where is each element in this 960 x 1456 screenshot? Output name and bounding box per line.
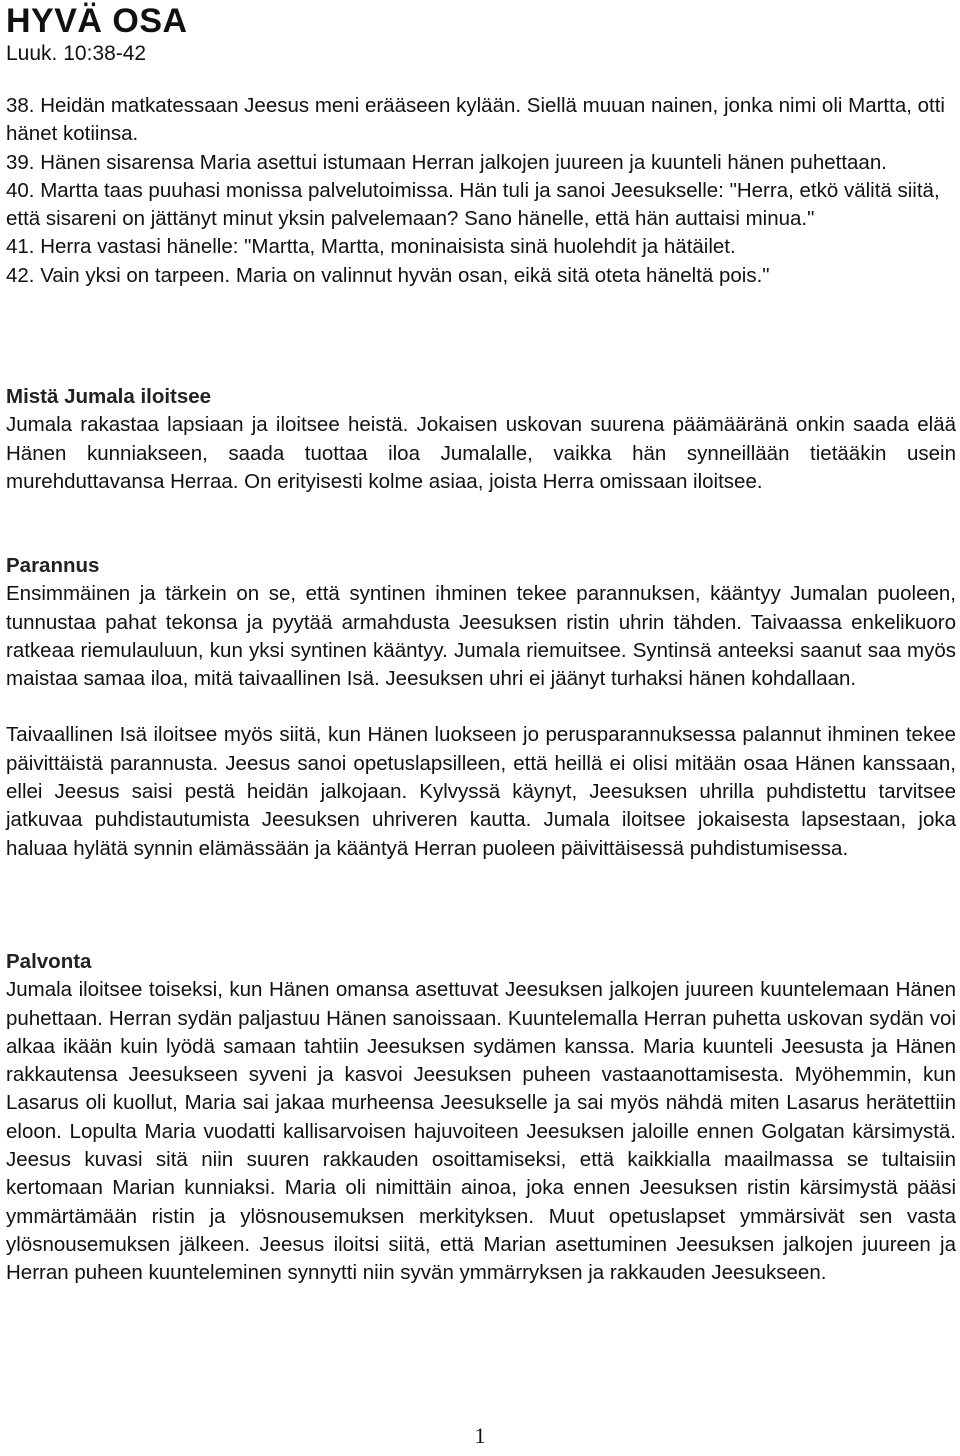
verse-39: 39. Hänen sisarensa Maria asettui istumaan Herran jalkojen juureen ja kuunteli hänen puhettaan. bbox=[6, 150, 887, 174]
page-number: 1 bbox=[474, 1423, 486, 1448]
document-title: HYVÄ OSA bbox=[6, 2, 188, 40]
scripture-reference: Luuk. 10:38-42 bbox=[6, 42, 147, 65]
verse-40: 40. Martta taas puuhasi monissa palvelutoimissa. Hän tuli ja sanoi Jeesukselle: "Herra, etkö välitä siitä, että sisareni on jättänyt minut yksin palvelemaan? Sano hänelle, että hän auttaisi minua." bbox=[6, 178, 940, 231]
section-text-repentance-2: Taivaallinen Isä iloitsee myös siitä, kun Hänen luokseen jo perusparannuksessa palannut ihminen tekee päivittäistä parannusta. Jeesus sanoi opetuslapsilleen, että heillä ei olisi mitään osaa Hänen kanssaan, ellei Jeesus saisi pestä heidän jalkojaan. Kylvyssä käynyt, Jeesuksen uhrilla puhdistettu tarvitsee jatkuvaa puhdistautumista Jeesuksen uhriveren kautta. Jumala iloitsee jokaisesta lapsestaan, joka haluaa hylätä synnin elämässään ja kääntyä Herran puoleen päivittäisessä puhdistumisessa. bbox=[6, 723, 956, 860]
section-worship bbox=[6, 948, 956, 1288]
section-heading-worship: Palvonta bbox=[6, 950, 92, 973]
section-repentance bbox=[6, 552, 956, 863]
verse-38: 38. Heidän matkatessaan Jeesus meni erääseen kylään. Siellä muuan nainen, jonka nimi oli Martta, otti hänet kotiinsa. bbox=[6, 94, 945, 146]
section-joy bbox=[6, 383, 956, 496]
section-text-joy: Jumala rakastaa lapsiaan ja iloitsee heistä. Jokaisen uskovan suurena päämääränä onkin saada elää Hänen kunniakseen, saada tuottaa iloa Jumalalle, vaikka hän synneillään tietääkin usein murehduttavansa Herraa. On erityisesti kolme asiaa, joista Herra omissaan iloitsee. bbox=[6, 413, 956, 493]
section-text-repentance: Ensimmäinen ja tärkein on se, että syntinen ihminen tekee parannuksen, kääntyy Jumalan puoleen, tunnustaa pahat tekonsa ja pyytää armahdusta Jeesuksen ristin uhrin tähden. Taivaassa enkelikuoro ratkeaa riemulauluun, kun yksi syntinen kääntyy. Jumala riemuitsee. Syntinsä anteeksi saanut saa myös maistaa samaa iloa, mitä taivaallinen Isä. Jeesuksen uhri ei jäänyt turhaksi hänen kohdallaan. bbox=[6, 582, 956, 691]
section-heading-repentance: Parannus bbox=[6, 554, 100, 577]
section-heading-joy: Mistä Jumala iloitsee bbox=[6, 385, 212, 408]
section-text-worship: Jumala iloitsee toiseksi, kun Hänen omansa asettuvat Jeesuksen jalkojen juureen kuuntelemaan Hänen puhettaan. Herran sydän paljastuu Hänen sanoissaan. Kuuntelemalla Herran puhetta uskovan sydän voi alkaa ikään kuin lyödä samaan tahtiin Jeesuksen sydämen kanssa. Maria kuunteli Jeesusta ja Hänen rakkautensa Jeesukseen syveni ja kasvoi Jeesuksen puheen vastaanottamisesta. Myöhemmin, kun Lasarus oli kuollut, Maria sai jakaa murheensa Jeesukselle ja sai myös nähdä miten Lasarus herätettiin eloon. Lopulta Maria vuodatti kallisarvoisen hajuvoiteen Jeesuksen jaloille ennen Golgatan kärsimystä. Jeesus kuvasi sitä niin suuren rakkauden osoittamiseksi, että kaikkialla maailmassa se tultaisiin kertomaan Marian kunniaksi. Maria oli nimittäin ainoa, joka ennen Jeesuksen ristin kärsimystä pääsi ymmärtämään ristin ja ylösnousemuksen merkityksen. Muut opetuslapset ymmärsivät sen vasta ylösnousemuksen jälkeen. Jeesus iloitsi siitä, että Marian asettuminen Jeesuksen jalkojen juureen ja Herran puheen kuunteleminen synnytti niin syvän ymmärryksen ja rakkauden Jeesukseen. bbox=[6, 978, 956, 1285]
scripture-verses bbox=[6, 92, 956, 290]
verse-41: 41. Herra vastasi hänelle: "Martta, Martta, moninaisista sinä huolehdit ja hätäilet. bbox=[6, 235, 736, 259]
verse-42: 42. Vain yksi on tarpeen. Maria on valinnut hyvän osan, eikä sitä oteta häneltä pois." bbox=[6, 263, 770, 287]
